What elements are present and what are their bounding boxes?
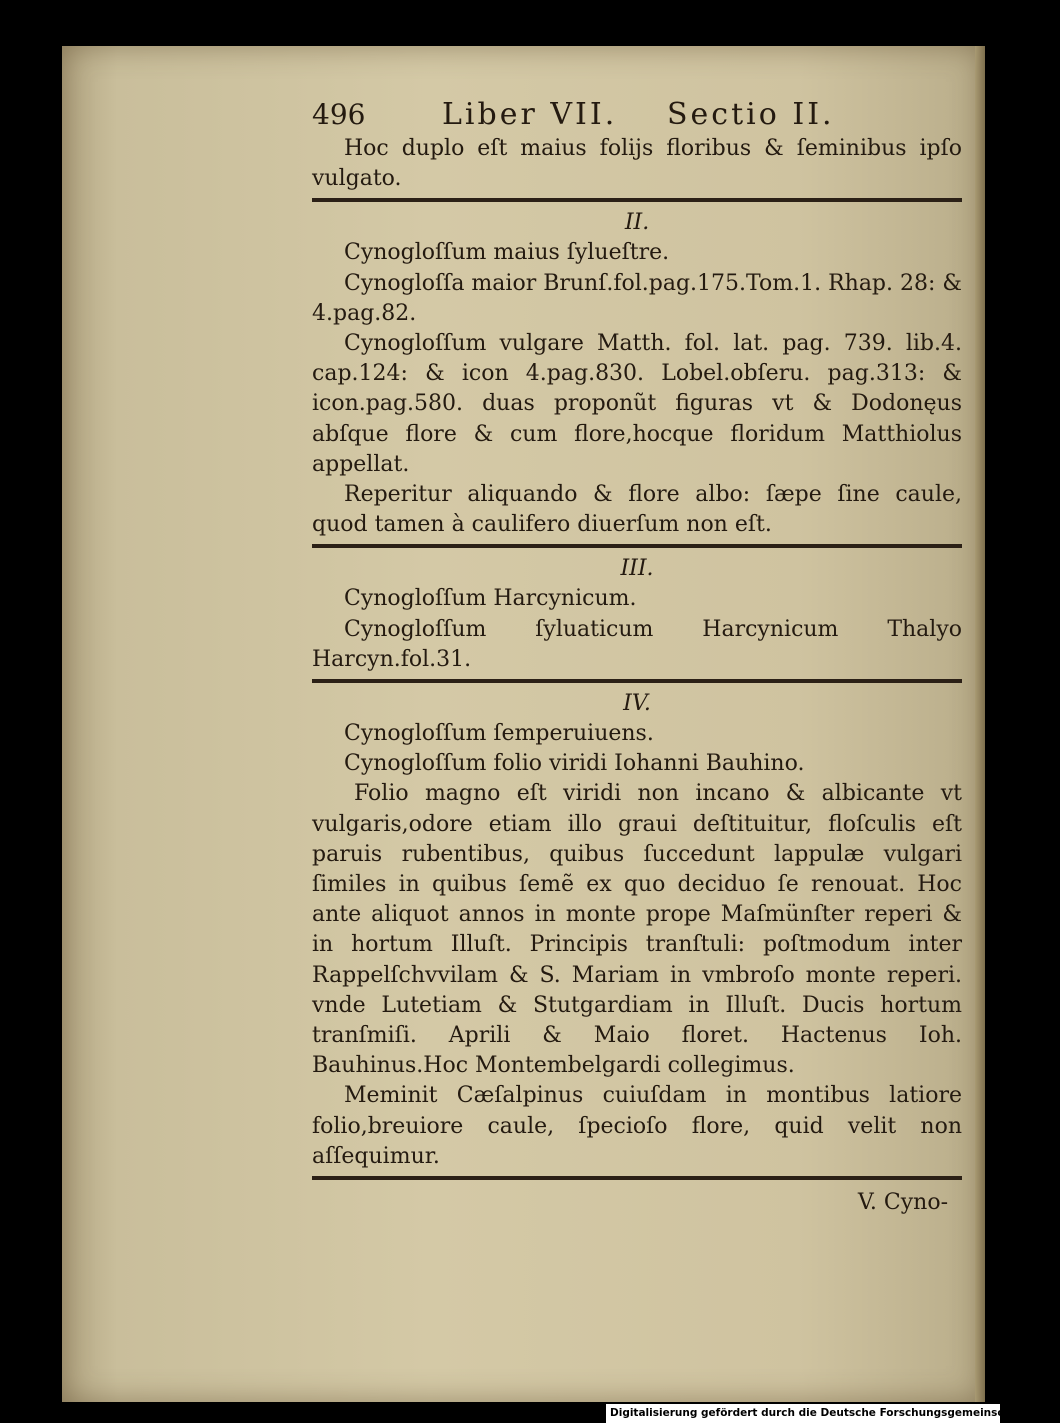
- page-number: 496: [312, 98, 366, 131]
- section-paragraph: Cynogloſſum ſemperuiuens.: [344, 721, 654, 747]
- section-paragraph: Reperitur aliquando & flore albo: ſæpe ſine caule, quod tamen à caulifero diuerſum non eſt.: [312, 482, 962, 538]
- header-sectio: Sectio II.: [667, 97, 835, 132]
- section-numeral: III.: [620, 556, 654, 582]
- catchword: V. Cyno-: [857, 1190, 948, 1216]
- section-paragraph: Cynogloſſum maius ſylueſtre.: [344, 240, 670, 266]
- section-paragraph: Cynogloſſum ſyluaticum Harcynicum Thalyo Harcyn.fol.31.: [312, 616, 962, 672]
- section-rule: [312, 679, 962, 683]
- intro-paragraph: Hoc duplo eſt maius folijs floribus & ſeminibus ipſo vulgato.: [312, 136, 962, 192]
- section-numeral: IV.: [623, 691, 651, 717]
- section-paragraph: Meminit Cæſalpinus cuiuſdam in montibus latiore folio,breuiore caule, ſpecioſo flore, quid velit non aſſequimur.: [312, 1083, 962, 1169]
- section-numeral: II.: [624, 210, 650, 236]
- section-paragraph: Cynogloſſum folio viridi Iohanni Bauhino.: [344, 751, 805, 777]
- dfg-logo-icon: DFG: [1040, 1409, 1060, 1418]
- section-paragraph: Cynogloſſa maior Brunſ.fol.pag.175.Tom.1. Rhap. 28: & 4.pag.82.: [312, 270, 962, 326]
- section-rule: [312, 544, 962, 548]
- section-paragraph: Cynogloſſum vulgare Matth. fol. lat. pag. 739. lib.4. cap.124: & icon 4.pag.830. Lobel.obſeru. pag.313: & icon.pag.580. duas proponũt figuras vt & Dodonęus abſque flore & cum flore,hocque floridum Matthiolus appellat.: [312, 331, 962, 477]
- section-rule: [312, 198, 962, 202]
- section-paragraph: Folio magno eſt viridi non incano & albicante vt vulgaris,odore etiam illo graui deſtituitur, floſculis eſt paruis rubentibus, quibus ſuccedunt lappulæ vulgari ſimiles in quibus ſemẽ ex quo deciduo ſe renouat. Hoc ante aliquot annos in monte prope Maſmünſter reperi & in hortum Illuſt. Principis tranſtuli: poſtmodum inter Rappelſchvvilam & S. Mariam in vmbroſo monte reperi. vnde Lutetiam & Stutgardiam in Illuſt. Ducis hortum tranſmiſi. Aprili & Maio floret. Hactenus Ioh. Bauhinus.Hoc Montembelgardi collegimus.: [312, 781, 962, 1079]
- section-rule: [312, 1176, 962, 1180]
- digitization-footer: [606, 1404, 1060, 1423]
- text-block: [312, 97, 962, 1220]
- header-liber: Liber VII.: [442, 97, 618, 132]
- page-edge: [975, 46, 985, 1402]
- section-paragraph: Cynogloſſum Harcynicum.: [344, 586, 637, 612]
- footer-credit: Digitalisierung gefördert durch die Deutsche Forschungsgemeinschaft -: [610, 1407, 1036, 1419]
